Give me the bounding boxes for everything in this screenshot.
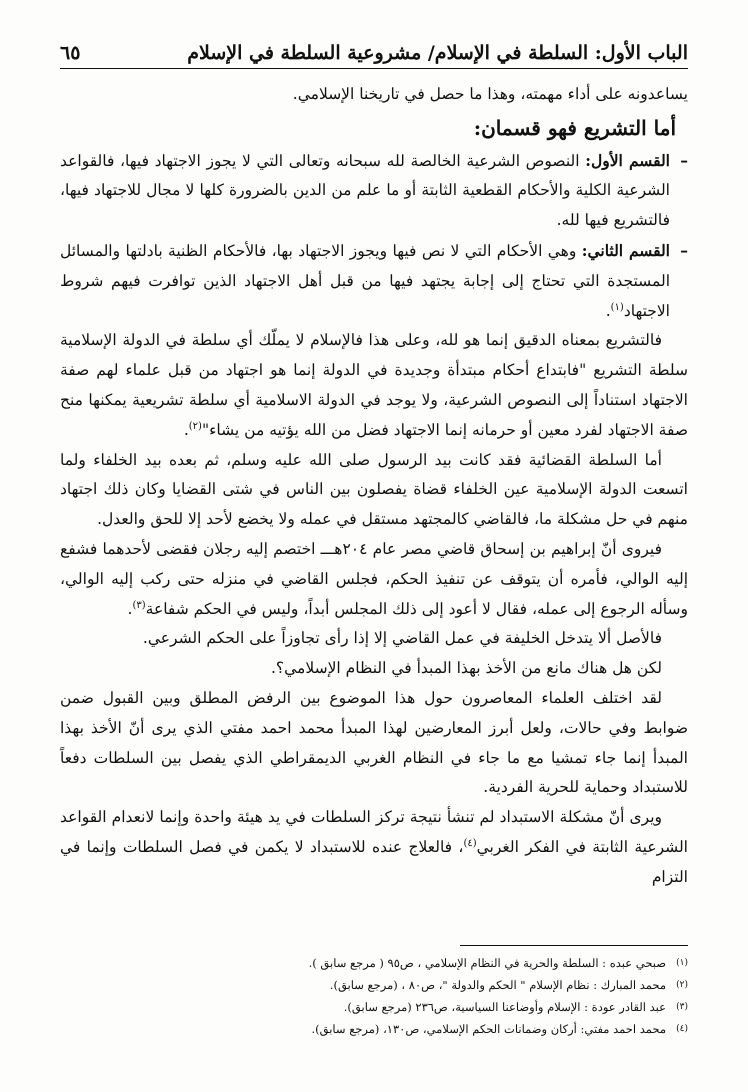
paragraph-anecdote-end: . — [127, 599, 133, 618]
paragraph-anecdote — [60, 535, 688, 624]
paragraph-despotism — [60, 803, 688, 892]
footnote-item — [60, 996, 688, 1018]
paragraph-anecdote-text: فيروى أنّ إبراهيم بن إسحاق قاضي مصر عام ٢٠٤هـــ اختصم إليه رجلان فقضى لأحدهما فشفع إليه الوالي، فأمره أن يتوقف عن تنفيذ الحكم، فجلس القاضي في منزله حتى ركب إليه الوالي، وسأله الرجوع إلى عمله، فقال لا أعود إلى ذلك المجلس أبداً، وليس في الحكم شفاعة — [60, 539, 688, 618]
list-dash: – — [680, 150, 688, 170]
footnote-ref-3[interactable]: (٣) — [132, 599, 146, 611]
footnote-ref-1[interactable]: (١) — [610, 301, 624, 313]
footnote-item — [60, 1018, 688, 1040]
paragraph-despotism-end: ، فالعلاج عنده للاستبداد لا يكمن في فصل السلطات وإنما في التزام — [60, 837, 688, 886]
footnotes — [60, 952, 688, 1040]
paragraph-legislation-end: . — [183, 420, 189, 439]
footnote-number: (٤) — [676, 1024, 688, 1034]
footnote-text: صبحي عبده : السلطة والحرية في النظام الإسلامي ، ص٩٥ ( مرجع سابق ). — [308, 956, 666, 970]
paragraph-legislation — [60, 326, 688, 445]
paragraph-legislation-text: فالتشريع بمعناه الدقيق إنما هو لله، وعلى هذا فالإسلام لا يملّك أي سلطة في الدولة الإسلامية سلطة التشريع "فابتداع أحكام مبتدأة وجديدة في الدولة إنما هو اجتهاد من قبل علماء لهم صفة الاجتهاد استناداً إلى النصوص الشرعية، ولا يوجد في الدولة الاسلامية أي سلطة تشريعية يمكنها منح صفة الاجتهاد لفرد معين أو حرمانه إنما الاجتهاد فضل من الله يؤتيه من يشاء" — [60, 331, 688, 439]
main-text — [60, 80, 688, 893]
division-first-label: القسم الأول: — [585, 150, 670, 170]
footnote-number: (١) — [676, 958, 688, 968]
paragraph-question: لكن هل هناك مانع من الأخذ بهذا المبدأ في النظام الإسلامي؟. — [270, 659, 662, 678]
division-second-label: القسم الثاني: — [581, 240, 670, 260]
footnote-item — [60, 952, 688, 974]
header-title: الباب الأول: السلطة في الإسلام/ مشروعية السلطة في الإسلام — [187, 42, 688, 64]
footnote-item — [60, 974, 688, 996]
division-first-body: النصوص الشرعية الخالصة لله سبحانه وتعالى التي لا يجوز الاجتهاد فيها، فالقواعد الشرعية الكلية والأحكام القطعية الثابتة أو ما علم من الدين بالضرورة كلها لا مجال للاجتهاد فيها، فالتشريع فيها لله. — [60, 151, 670, 230]
footnote-text: محمد المبارك : نظام الإسلام " الحكم والدولة "، ص٨٠ ، (مرجع سابق). — [329, 978, 666, 992]
footnote-text: محمد احمد مفتي: أركان وضمانات الحكم الإسلامي، ص١٣٠، (مرجع سابق). — [311, 1022, 666, 1036]
footnote-text: عبد القادر عودة : الإسلام وأوضاعنا السياسية، ص٢٣٦ (مرجع سابق). — [343, 1000, 666, 1014]
paragraph-principle: فالأصل ألا يتدخل الخليفة في عمل القاضي إلا إذا رأى تجاوزاً على الحكم الشرعي. — [142, 629, 662, 648]
list-dash: – — [680, 240, 688, 260]
division-second-text — [60, 236, 670, 326]
paragraph-judicial: أما السلطة القضائية فقد كانت بيد الرسول صلى الله عليه وسلم، ثم بعده بيد الخلفاء ولما اتسعت الدولة الإسلامية عين الخلفاء قضاة يفصلون بين الناس في شتى القضايا وكان ذلك اجتهاد منهم في حل مشكلة ما، فالقاضي كالمجتهد مستقل في عمله ولا يخضع لأحد إلا للحق والعدل. — [60, 450, 688, 529]
paragraph-scholars: لقد اختلف العلماء المعاصرون حول هذا الموضوع بين الرفض المطلق وبين القبول ضمن ضوابط وفي حالات، ولعل أبرز المعارضين لهذا المبدأ محمد احمد مفتي الذي يرى أنّ الأخذ بهذا المبدأ إنما جاء تمشيا مع ما جاء في النظام الغربي الديمقراطي الذي يفصل بين السلطات دفعاً للاستبداد وحماية للحرية الفردية. — [60, 688, 688, 797]
division-first-text — [60, 146, 670, 236]
running-header — [60, 34, 688, 64]
page-number: ٦٥ — [60, 42, 81, 64]
division-first — [60, 146, 688, 236]
header-divider — [60, 68, 688, 69]
footnote-number: (٣) — [676, 1002, 688, 1012]
footnote-ref-2[interactable]: (٢) — [188, 420, 202, 432]
paragraph-intro: يساعدونه على أداء مهمته، وهذا ما حصل في تاريخنا الإسلامي. — [292, 85, 688, 103]
division-second-body: وهي الأحكام التي لا نص فيها ويجوز الاجتهاد بها، فالأحكام الظنية بادلتها والمسائل المستجدة التي تحتاج إلى إجابة يجتهد فيها من قبل أهل الاجتهاد الذين توافرت فيهم شروط الاجتهاد — [60, 241, 670, 320]
division-second — [60, 236, 688, 326]
division-second-end: . — [605, 301, 611, 320]
footnote-ref-4[interactable]: (٤) — [463, 837, 477, 849]
footnote-divider — [460, 945, 688, 946]
footnote-number: (٢) — [676, 980, 688, 990]
paragraph-despotism-text: ويرى أنّ مشكلة الاستبداد لم تنشأ نتيجة تركز السلطات في يد هيئة واحدة وإنما لانعدام القواعد الشرعية الثابتة في الفكر الغربي — [60, 808, 688, 856]
section-heading: أما التشريع فهو قسمان: — [473, 115, 676, 140]
